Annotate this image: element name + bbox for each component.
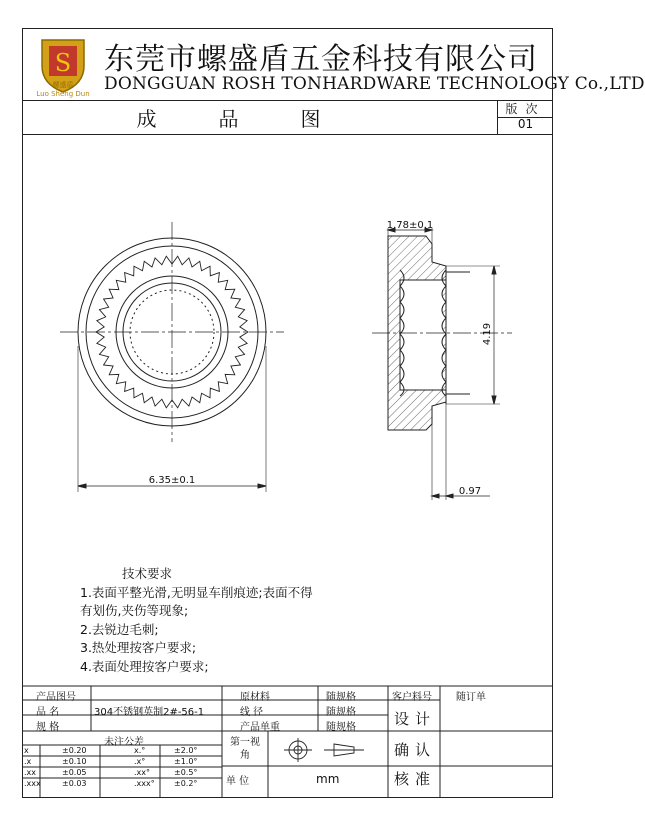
logo-glyph: S [54,49,72,77]
confirm-label: 确认 [394,741,437,759]
tol-value: ±0.03 [62,779,87,788]
name-label: 品 名 [36,707,60,718]
tol-key: .xxx [24,779,41,788]
wire-value: 随规格 [326,707,356,718]
revision-value: 01 [517,117,534,131]
dim-shank-offset: 0.97 [458,486,482,497]
tol-value: ±0.10 [62,757,87,766]
tolerance-label: 未注公差 [104,737,144,748]
material-value: 随规格 [326,692,356,703]
spec-label: 规 格 [36,722,60,733]
tol-angle-key: .x° [134,757,146,766]
tol-angle-value: ±0.5° [174,768,198,777]
drawing-title: 成品图 [136,106,383,131]
requirement-item: 2.去锐边毛刺; [80,621,159,637]
product-no-label: 产品图号 [36,692,76,703]
tol-angle-key: x.° [134,746,146,755]
company-name-en: DONGGUAN ROSH TONHARDWARE TECHNOLOGY Co.,LTD [104,74,645,94]
weight-value: 随规格 [326,722,356,733]
unit-label: 单 位 [226,776,250,787]
material-label: 原材料 [240,692,270,703]
section-view [372,228,512,500]
logo-text: Luo Sheng Dun [36,90,90,98]
tol-angle-value: ±2.0° [174,746,198,755]
tol-angle-value: ±1.0° [174,757,198,766]
tol-angle-value: ±0.2° [174,779,198,788]
tol-key: x [24,746,29,755]
requirement-item: 1.表面平整光滑,无明显车削痕迹;表面不得 [80,584,313,600]
dim-flange-thickness: 1.78±0.1 [386,220,434,231]
logo-cn: 螺盛盾 [52,81,74,89]
dim-outer-diameter: 6.35±0.1 [148,475,196,486]
tol-angle-key: .xxx° [134,779,155,788]
tol-value: ±0.05 [62,768,87,777]
projection-label: 第一视角 [230,737,260,761]
tol-angle-key: .xx° [134,768,151,777]
wire-label: 线 径 [240,707,264,718]
requirement-item: 3.热处理按客户要求; [80,640,197,655]
front-view [60,222,284,492]
dim-thread-length: 4.19 [482,322,493,346]
weight-label: 产品单重 [240,722,280,733]
tol-value: ±0.20 [62,746,87,755]
tol-key: .x [24,757,32,766]
requirement-item: 4.表面处理按客户要求; [80,658,209,674]
company-name-cn: 东莞市螺盛盾五金科技有限公司 [104,42,538,77]
first-angle-symbol [284,738,364,762]
tol-key: .xx [24,768,37,777]
requirements-heading: 技术要求 [122,566,173,581]
technical-requirements [80,565,313,676]
design-label: 设计 [394,710,437,728]
requirement-item: 有划伤,夹伤等现象; [80,603,189,618]
name-value: 304不锈钢英制2#-56-1 [94,707,205,718]
customer-no-label: 客户料号 [392,692,432,703]
customer-no-value: 随订单 [456,692,486,703]
unit-value: mm [316,772,340,786]
revision-label: 版次 [505,102,546,116]
approve-label: 核准 [394,770,437,788]
